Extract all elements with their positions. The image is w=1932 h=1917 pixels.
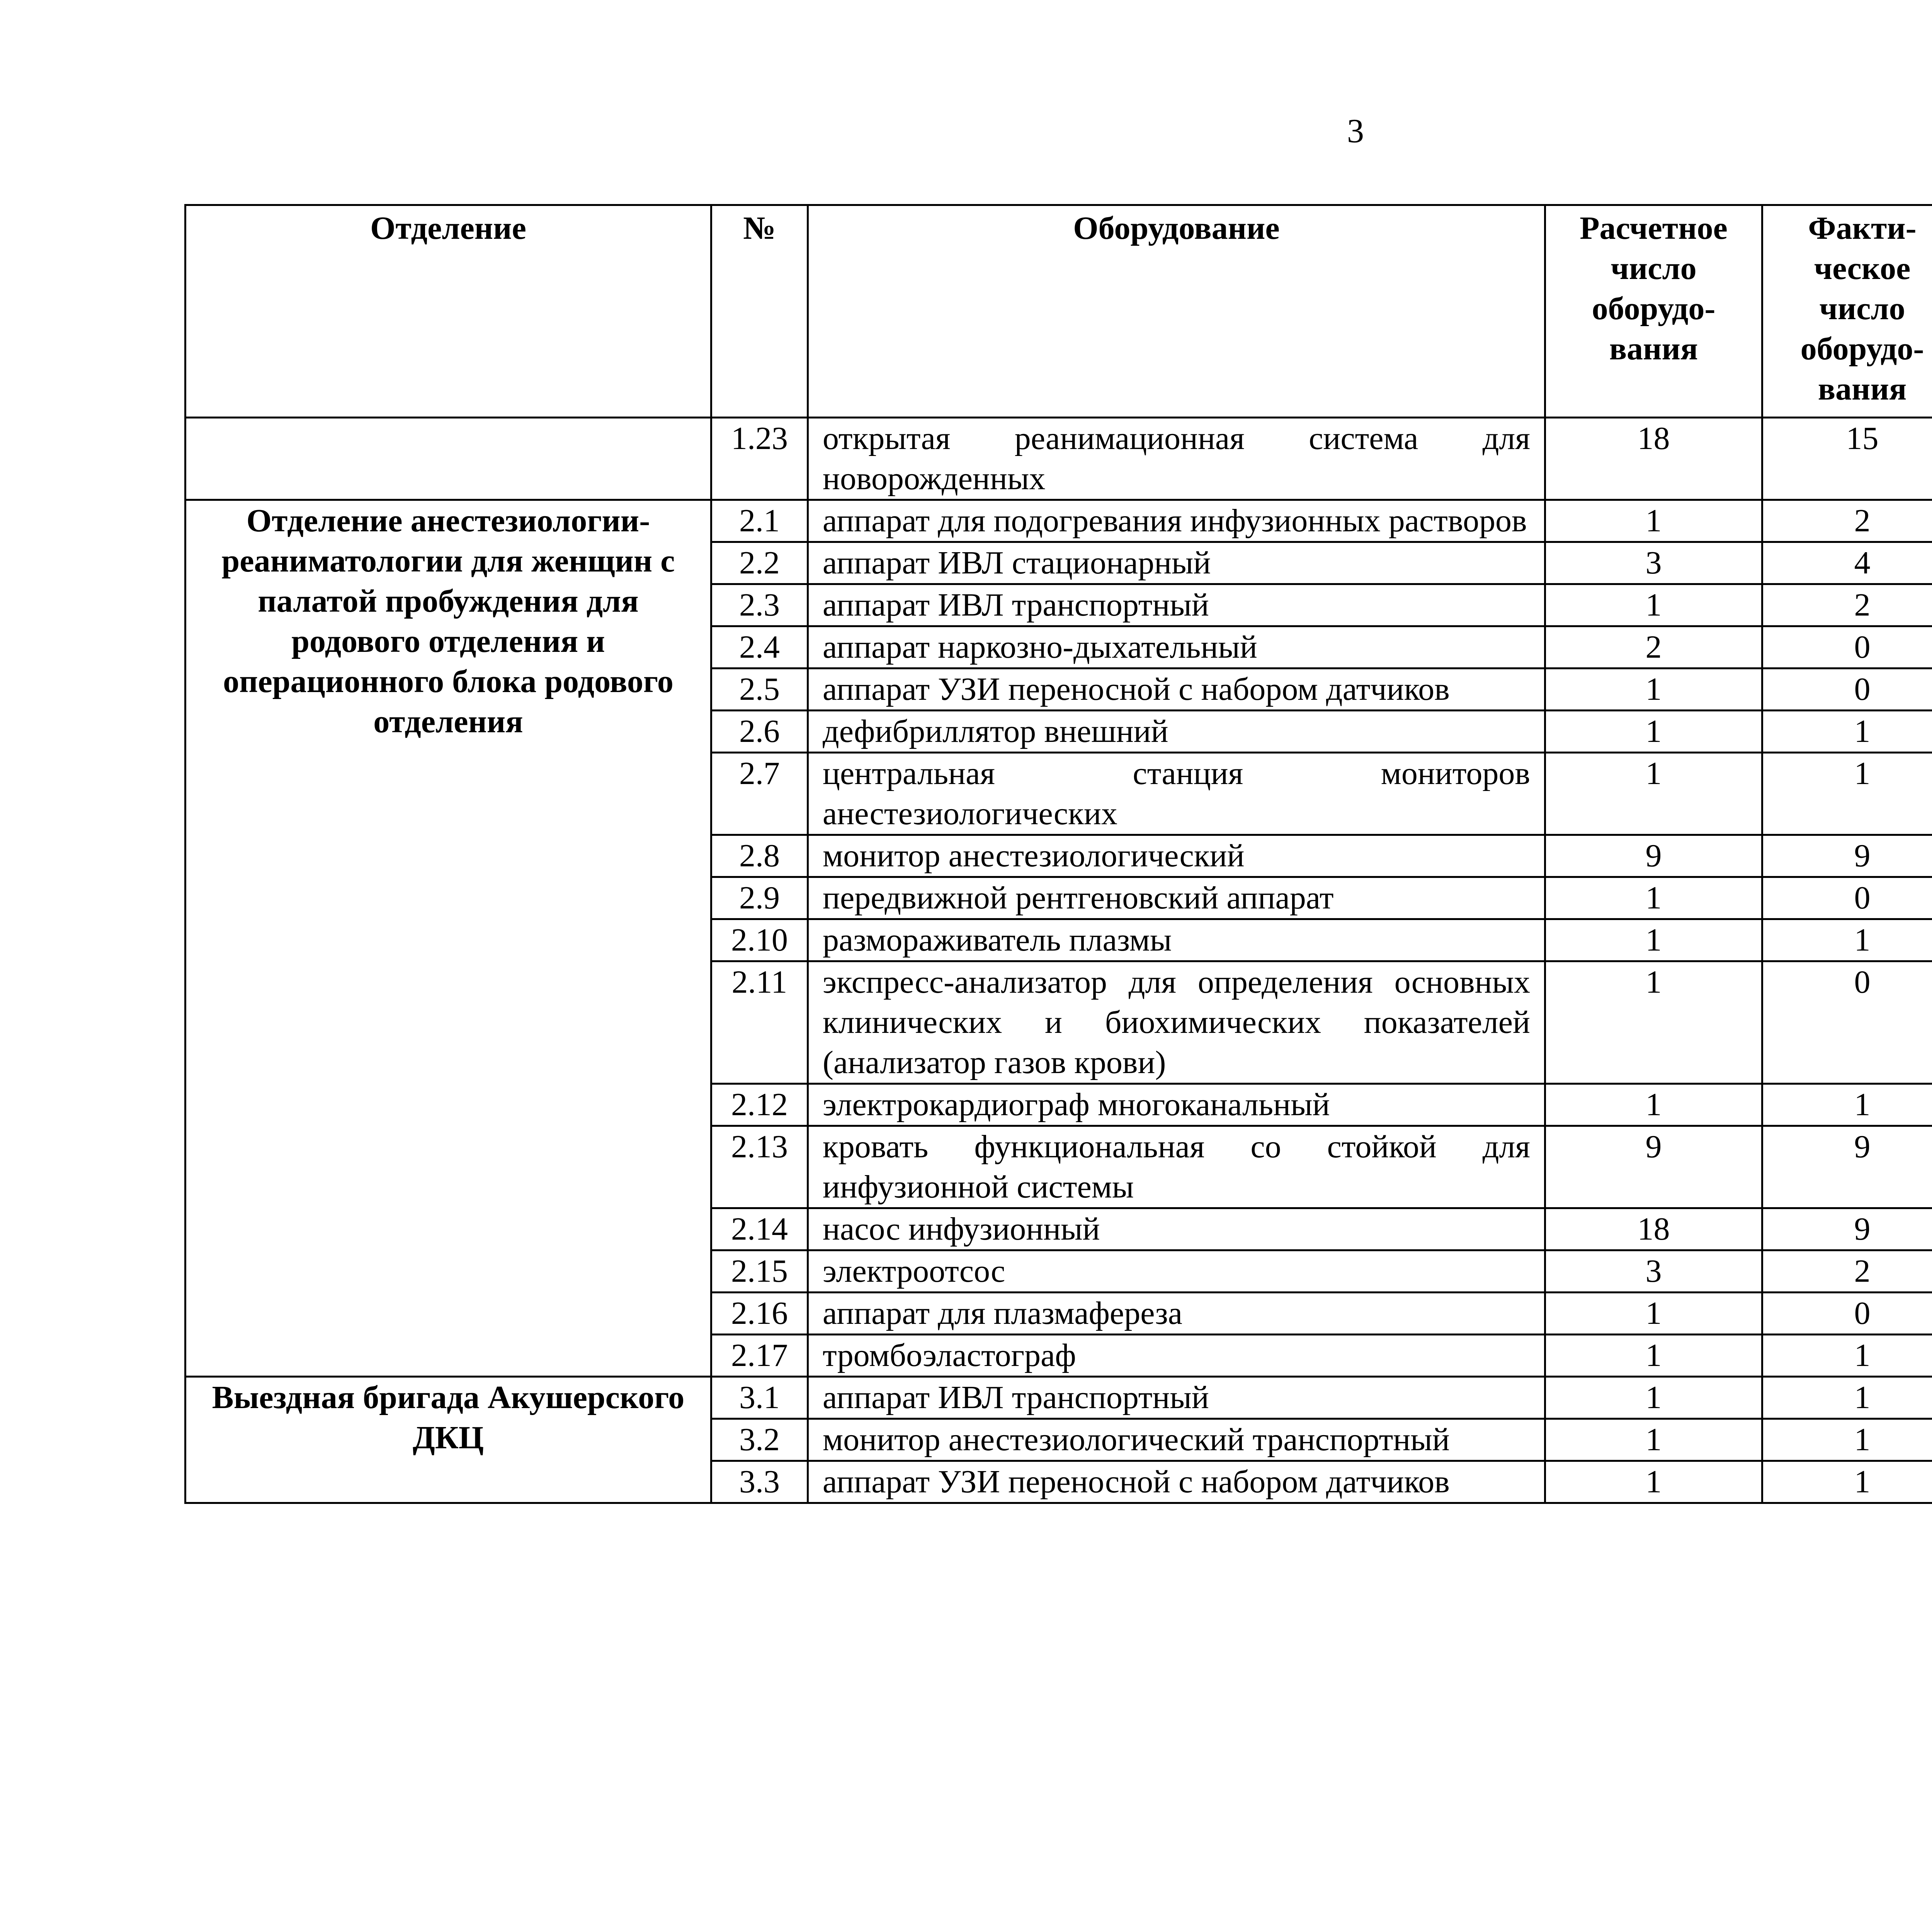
actual-count: 2 [1762, 500, 1932, 542]
calculated-count: 18 [1545, 1208, 1762, 1250]
row-number: 2.9 [711, 877, 808, 919]
calculated-count: 1 [1545, 668, 1762, 711]
actual-count: 1 [1762, 919, 1932, 961]
actual-count: 1 [1762, 753, 1932, 835]
actual-count: 0 [1762, 626, 1932, 668]
row-number: 2.17 [711, 1335, 808, 1377]
calculated-count: 1 [1545, 961, 1762, 1084]
equipment-name: экспресс-анализатор для определения основных клинических и биохимических показателей (анализатор газов крови) [808, 961, 1545, 1084]
equipment-name: аппарат ИВЛ стационарный [808, 542, 1545, 584]
calculated-count: 1 [1545, 1084, 1762, 1126]
calculated-count: 1 [1545, 711, 1762, 753]
actual-count: 1 [1762, 711, 1932, 753]
department-cell: Отделение анестезиологии-реаниматологии для женщин с палатой пробуждения для родового отделения и операционного блока родового отделения [185, 500, 711, 1377]
calculated-count: 18 [1545, 418, 1762, 500]
equipment-name: тромбоэластограф [808, 1335, 1545, 1377]
table-header [185, 205, 1932, 418]
actual-count: 1 [1762, 1335, 1932, 1377]
equipment-name: насос инфузионный [808, 1208, 1545, 1250]
equipment-name: монитор анестезиологический [808, 835, 1545, 877]
calculated-count: 1 [1545, 1419, 1762, 1461]
row-number: 2.4 [711, 626, 808, 668]
equipment-name: аппарат наркозно-дыхательный [808, 626, 1545, 668]
calculated-count: 9 [1545, 835, 1762, 877]
equipment-name: аппарат ИВЛ транспортный [808, 1377, 1545, 1419]
calculated-count: 1 [1545, 1461, 1762, 1503]
row-number: 2.15 [711, 1250, 808, 1293]
equipment-table [184, 204, 1932, 1504]
row-number: 2.12 [711, 1084, 808, 1126]
actual-count: 4 [1762, 542, 1932, 584]
header-actual: Факти-ческое число оборудо-вания [1762, 205, 1932, 418]
equipment-name: размораживатель плазмы [808, 919, 1545, 961]
equipment-name: передвижной рентгеновский аппарат [808, 877, 1545, 919]
header-calculated: Расчетное число оборудо-вания [1545, 205, 1762, 418]
calculated-count: 3 [1545, 542, 1762, 584]
actual-count: 0 [1762, 1293, 1932, 1335]
calculated-count: 1 [1545, 919, 1762, 961]
header-number: № [711, 205, 808, 418]
equipment-name: дефибриллятор внешний [808, 711, 1545, 753]
actual-count: 2 [1762, 1250, 1932, 1293]
row-number: 2.11 [711, 961, 808, 1084]
row-number: 3.1 [711, 1377, 808, 1419]
actual-count: 1 [1762, 1419, 1932, 1461]
calculated-count: 3 [1545, 1250, 1762, 1293]
equipment-name: электрокардиограф многоканальный [808, 1084, 1545, 1126]
equipment-name: аппарат УЗИ переносной с набором датчиков [808, 1461, 1545, 1503]
row-number: 2.3 [711, 584, 808, 626]
row-number: 2.1 [711, 500, 808, 542]
actual-count: 9 [1762, 1208, 1932, 1250]
row-number: 2.10 [711, 919, 808, 961]
actual-count: 2 [1762, 584, 1932, 626]
equipment-name: электроотсос [808, 1250, 1545, 1293]
row-number: 1.23 [711, 418, 808, 500]
department-cell [185, 418, 711, 500]
equipment-name: центральная станция мониторов анестезиологических [808, 753, 1545, 835]
row-number: 2.13 [711, 1126, 808, 1208]
table-row [185, 418, 1932, 500]
calculated-count: 9 [1545, 1126, 1762, 1208]
equipment-name: аппарат УЗИ переносной с набором датчиков [808, 668, 1545, 711]
row-number: 3.2 [711, 1419, 808, 1461]
actual-count: 9 [1762, 1126, 1932, 1208]
calculated-count: 1 [1545, 1335, 1762, 1377]
row-number: 2.7 [711, 753, 808, 835]
actual-count: 1 [1762, 1377, 1932, 1419]
calculated-count: 1 [1545, 1377, 1762, 1419]
row-number: 2.8 [711, 835, 808, 877]
header-department: Отделение [185, 205, 711, 418]
actual-count: 1 [1762, 1084, 1932, 1126]
calculated-count: 1 [1545, 1293, 1762, 1335]
calculated-count: 2 [1545, 626, 1762, 668]
row-number: 3.3 [711, 1461, 808, 1503]
actual-count: 15 [1762, 418, 1932, 500]
row-number: 2.14 [711, 1208, 808, 1250]
row-number: 2.16 [711, 1293, 808, 1335]
actual-count: 9 [1762, 835, 1932, 877]
header-equipment: Оборудование [808, 205, 1545, 418]
department-cell: Выездная бригада Акушерского ДКЦ [185, 1377, 711, 1503]
table-body [185, 418, 1932, 1503]
equipment-name: аппарат для плазмафереза [808, 1293, 1545, 1335]
equipment-name: монитор анестезиологический транспортный [808, 1419, 1545, 1461]
row-number: 2.6 [711, 711, 808, 753]
calculated-count: 1 [1545, 753, 1762, 835]
equipment-name: аппарат ИВЛ транспортный [808, 584, 1545, 626]
calculated-count: 1 [1545, 500, 1762, 542]
actual-count: 0 [1762, 877, 1932, 919]
row-number: 2.2 [711, 542, 808, 584]
equipment-name: кровать функциональная со стойкой для инфузионной системы [808, 1126, 1545, 1208]
equipment-name: открытая реанимационная система для новорожденных [808, 418, 1545, 500]
actual-count: 1 [1762, 1461, 1932, 1503]
row-number: 2.5 [711, 668, 808, 711]
table-row [185, 1377, 1932, 1419]
equipment-name: аппарат для подогревания инфузионных растворов [808, 500, 1545, 542]
calculated-count: 1 [1545, 584, 1762, 626]
calculated-count: 1 [1545, 877, 1762, 919]
actual-count: 0 [1762, 668, 1932, 711]
table-row [185, 500, 1932, 542]
page-number: 3 [1347, 112, 1364, 150]
actual-count: 0 [1762, 961, 1932, 1084]
